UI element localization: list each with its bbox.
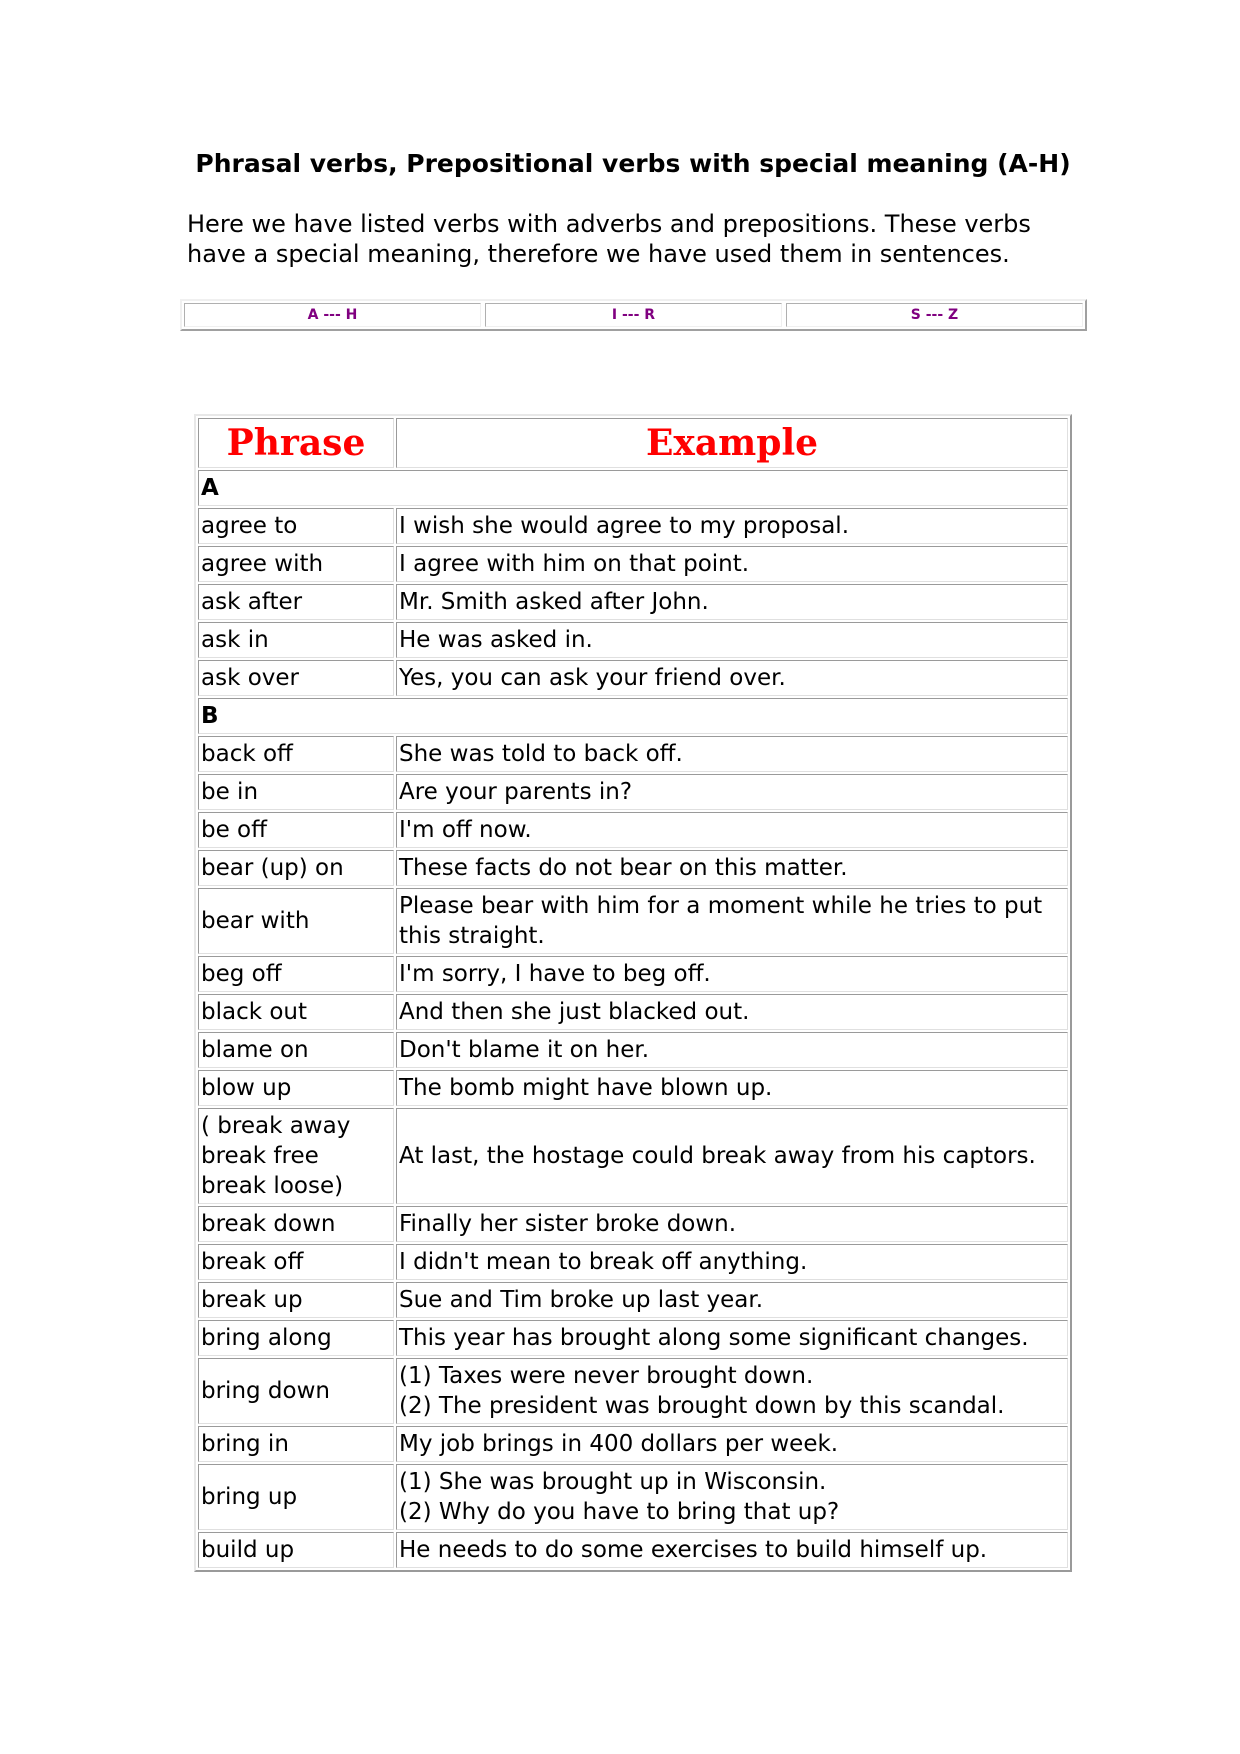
table-row: [198, 1070, 1068, 1106]
table-row: [198, 1358, 1068, 1424]
table-row: [198, 1206, 1068, 1242]
example-cell: [396, 888, 1068, 954]
example-cell: [396, 850, 1068, 886]
example-cell: [396, 994, 1068, 1030]
phrase-cell: be off: [198, 812, 394, 848]
phrase-cell: bear with: [198, 888, 394, 954]
example-column-header: Example: [396, 418, 1068, 468]
table-row: [198, 546, 1068, 582]
example-line: The bomb might have blown up.: [399, 1075, 773, 1101]
table-body: [198, 470, 1068, 1568]
phrase-cell: bring in: [198, 1426, 394, 1462]
table-row: [198, 956, 1068, 992]
table-row: [198, 850, 1068, 886]
phrase-cell: black out: [198, 994, 394, 1030]
table-row: [198, 660, 1068, 696]
example-cell: [396, 1532, 1068, 1568]
phrase-cell: ask over: [198, 660, 394, 696]
example-cell: [396, 1426, 1068, 1462]
phrase-cell: agree to: [198, 508, 394, 544]
example-line: (1) She was brought up in Wisconsin.: [399, 1469, 827, 1495]
example-cell: [396, 584, 1068, 620]
example-line: My job brings in 400 dollars per week.: [399, 1431, 839, 1457]
table-row: [198, 508, 1068, 544]
phrase-cell: agree with: [198, 546, 394, 582]
phrase-cell: blame on: [198, 1032, 394, 1068]
table-header-row: [198, 418, 1068, 468]
example-line: (2) Why do you have to bring that up?: [399, 1499, 840, 1525]
table-row: [198, 774, 1068, 810]
table-row: [198, 736, 1068, 772]
table-row: [198, 1282, 1068, 1318]
phrase-cell: bring along: [198, 1320, 394, 1356]
table-row: [198, 1320, 1068, 1356]
example-cell: [396, 956, 1068, 992]
nav-link-a-h[interactable]: A --- H: [184, 303, 481, 327]
table-row: [198, 1426, 1068, 1462]
section-letter: A: [198, 470, 1068, 506]
table-row: [198, 1032, 1068, 1068]
phrase-cell: ( break away break free break loose): [198, 1108, 394, 1204]
example-cell: [396, 774, 1068, 810]
example-cell: [396, 1464, 1068, 1530]
phrase-cell: break down: [198, 1206, 394, 1242]
phrase-cell: bring down: [198, 1358, 394, 1424]
example-line: Don't blame it on her.: [399, 1037, 650, 1063]
table-row: [198, 1532, 1068, 1568]
example-line: Please bear with him for a moment while he tries to put this straight.: [399, 893, 1043, 949]
phrase-cell: blow up: [198, 1070, 394, 1106]
example-line: He was asked in.: [399, 627, 593, 653]
phrase-cell: break up: [198, 1282, 394, 1318]
example-line: I didn't mean to break off anything.: [399, 1249, 808, 1275]
phrase-cell: back off: [198, 736, 394, 772]
phrase-cell: ask after: [198, 584, 394, 620]
example-line: And then she just blacked out.: [399, 999, 750, 1025]
intro-text: Here we have listed verbs with adverbs and prepositions. These verbs have a special meaning, therefore we have used them in sentences.: [187, 210, 1031, 268]
phrase-cell: build up: [198, 1532, 394, 1568]
example-line: (1) Taxes were never brought down.: [399, 1363, 814, 1389]
example-line: I'm sorry, I have to beg off.: [399, 961, 711, 987]
table-row: [198, 1108, 1068, 1204]
example-line: Yes, you can ask your friend over.: [399, 665, 786, 691]
example-line: (2) The president was brought down by this scandal.: [399, 1393, 1005, 1419]
phrase-cell: bring up: [198, 1464, 394, 1530]
example-cell: [396, 1358, 1068, 1424]
letter-range-nav: [180, 299, 1087, 331]
example-cell: [396, 736, 1068, 772]
example-cell: [396, 1244, 1068, 1280]
example-line: She was told to back off.: [399, 741, 683, 767]
example-line: He needs to do some exercises to build himself up.: [399, 1537, 988, 1563]
example-line: This year has brought along some significant changes.: [399, 1325, 1029, 1351]
page-title: Phrasal verbs, Prepositional verbs with special meaning (A-H): [195, 149, 1071, 178]
table-row: [198, 622, 1068, 658]
example-cell: [396, 660, 1068, 696]
example-cell: [396, 1282, 1068, 1318]
phrasal-verbs-table: [194, 414, 1072, 1572]
example-cell: [396, 622, 1068, 658]
phrase-column-header: Phrase: [198, 418, 394, 468]
table-row: [198, 1244, 1068, 1280]
example-cell: [396, 1108, 1068, 1204]
nav-link-s-z[interactable]: S --- Z: [786, 303, 1083, 327]
example-line: At last, the hostage could break away from his captors.: [399, 1143, 1036, 1169]
table-row: [198, 584, 1068, 620]
example-line: Are your parents in?: [399, 779, 633, 805]
example-line: I agree with him on that point.: [399, 551, 750, 577]
example-cell: [396, 812, 1068, 848]
table-row: [198, 994, 1068, 1030]
example-cell: [396, 1320, 1068, 1356]
phrase-cell: be in: [198, 774, 394, 810]
phrase-cell: ask in: [198, 622, 394, 658]
example-line: I wish she would agree to my proposal.: [399, 513, 850, 539]
table-row: [198, 812, 1068, 848]
phrase-cell: break off: [198, 1244, 394, 1280]
example-line: I'm off now.: [399, 817, 532, 843]
example-cell: [396, 1070, 1068, 1106]
example-cell: [396, 546, 1068, 582]
section-letter: B: [198, 698, 1068, 734]
example-line: Finally her sister broke down.: [399, 1211, 737, 1237]
phrase-cell: bear (up) on: [198, 850, 394, 886]
section-letter-row: [198, 698, 1068, 734]
table-row: [198, 888, 1068, 954]
example-line: Mr. Smith asked after John.: [399, 589, 709, 615]
example-cell: [396, 1032, 1068, 1068]
section-letter-row: [198, 470, 1068, 506]
example-cell: [396, 508, 1068, 544]
table-row: [198, 1464, 1068, 1530]
phrase-cell: beg off: [198, 956, 394, 992]
nav-link-i-r[interactable]: I --- R: [485, 303, 782, 327]
example-line: These facts do not bear on this matter.: [399, 855, 848, 881]
example-line: Sue and Tim broke up last year.: [399, 1287, 764, 1313]
example-cell: [396, 1206, 1068, 1242]
